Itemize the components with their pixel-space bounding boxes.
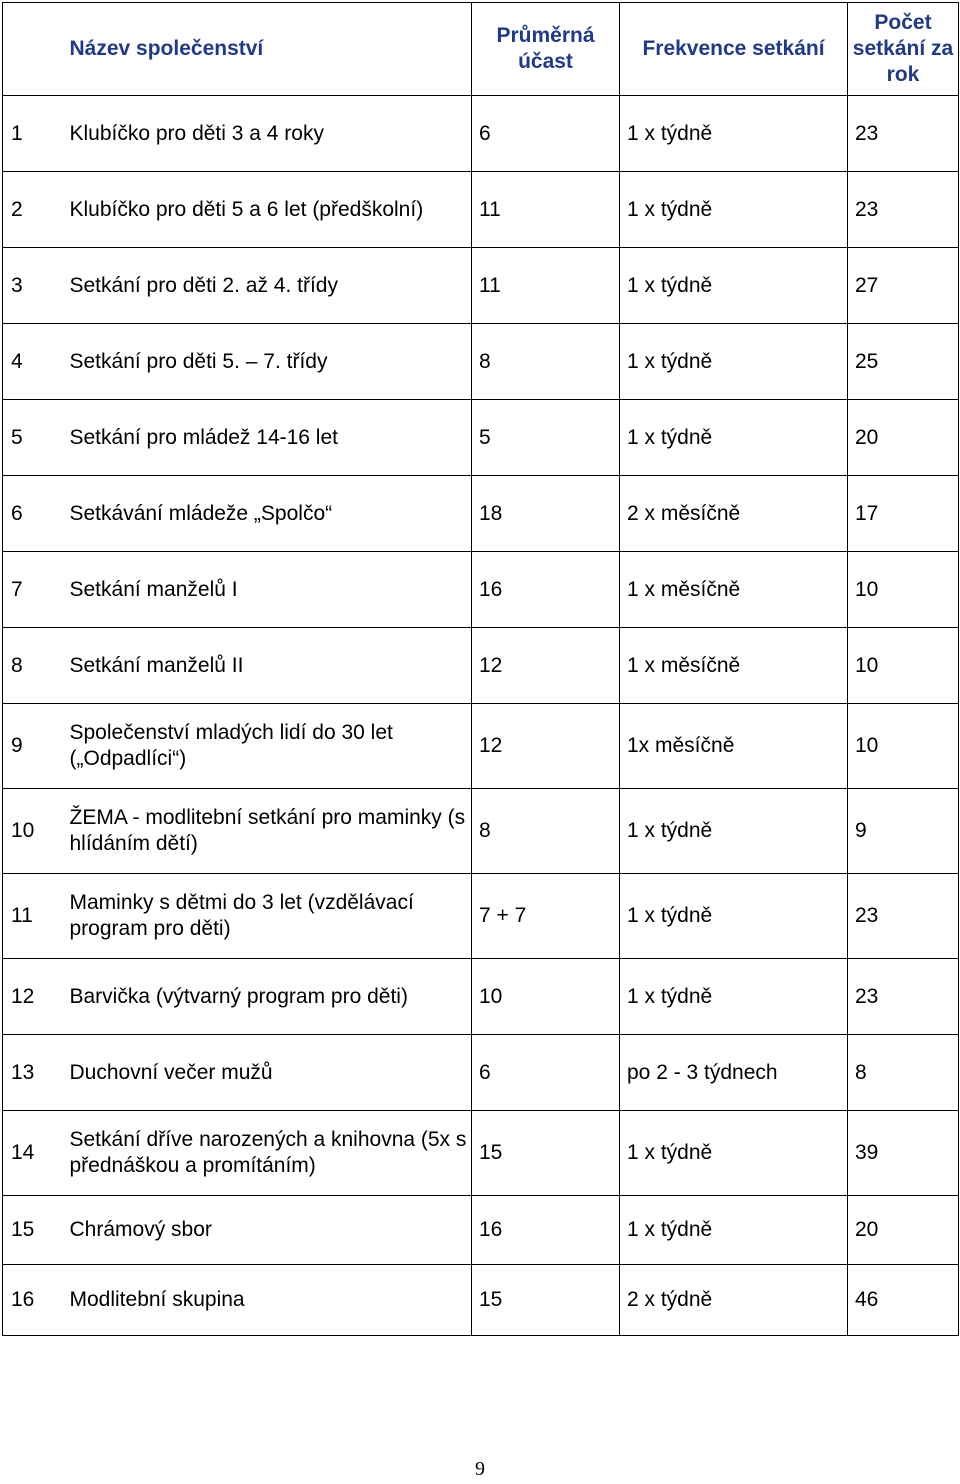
- row-name: Chrámový sbor: [63, 1196, 472, 1265]
- row-name: ŽEMA - modlitební setkání pro maminky (s hlídáním dětí): [63, 789, 472, 874]
- page-number: 9: [475, 1458, 485, 1480]
- row-attendance: 16: [472, 1196, 620, 1265]
- header-frequency: Frekvence setkání: [620, 3, 848, 96]
- row-attendance: 11: [472, 172, 620, 248]
- activities-table: [2, 2, 959, 1336]
- row-number: 4: [3, 324, 63, 400]
- row-number: 9: [3, 704, 63, 789]
- row-frequency: 1 x týdně: [620, 400, 848, 476]
- row-count: 9: [848, 789, 959, 874]
- row-number: 15: [3, 1196, 63, 1265]
- row-number: 5: [3, 400, 63, 476]
- table-row: [3, 704, 959, 789]
- row-number: 14: [3, 1111, 63, 1196]
- header-count: Počet setkání za rok: [848, 3, 959, 96]
- row-number: 16: [3, 1265, 63, 1336]
- row-frequency: 1 x týdně: [620, 248, 848, 324]
- row-count: 23: [848, 959, 959, 1035]
- row-attendance: 12: [472, 628, 620, 704]
- row-attendance: 8: [472, 324, 620, 400]
- row-count: 27: [848, 248, 959, 324]
- row-name: Setkání pro děti 2. až 4. třídy: [63, 248, 472, 324]
- row-frequency: 1 x týdně: [620, 959, 848, 1035]
- table-row: [3, 874, 959, 959]
- header-attendance: Průměrná účast: [472, 3, 620, 96]
- table-row: [3, 628, 959, 704]
- row-name: Duchovní večer mužů: [63, 1035, 472, 1111]
- row-frequency: 1 x měsíčně: [620, 628, 848, 704]
- row-count: 23: [848, 874, 959, 959]
- row-number: 2: [3, 172, 63, 248]
- row-number: 7: [3, 552, 63, 628]
- table-row: [3, 476, 959, 552]
- table-row: [3, 1035, 959, 1111]
- row-frequency: 2 x měsíčně: [620, 476, 848, 552]
- row-name: Setkání manželů II: [63, 628, 472, 704]
- row-attendance: 6: [472, 1035, 620, 1111]
- row-count: 10: [848, 704, 959, 789]
- table-row: [3, 1265, 959, 1336]
- row-count: 10: [848, 552, 959, 628]
- row-count: 8: [848, 1035, 959, 1111]
- header-number: [3, 3, 63, 96]
- row-attendance: 11: [472, 248, 620, 324]
- row-count: 20: [848, 400, 959, 476]
- row-count: 46: [848, 1265, 959, 1336]
- row-attendance: 8: [472, 789, 620, 874]
- row-frequency: 1 x týdně: [620, 324, 848, 400]
- table-row: [3, 1111, 959, 1196]
- table-row: [3, 324, 959, 400]
- row-name: Maminky s dětmi do 3 let (vzdělávací program pro děti): [63, 874, 472, 959]
- row-number: 12: [3, 959, 63, 1035]
- row-attendance: 16: [472, 552, 620, 628]
- row-frequency: 1 x týdně: [620, 789, 848, 874]
- header-name: Název společenství: [63, 3, 472, 96]
- row-number: 6: [3, 476, 63, 552]
- row-attendance: 7 + 7: [472, 874, 620, 959]
- table-row: [3, 172, 959, 248]
- table-row: [3, 400, 959, 476]
- row-number: 10: [3, 789, 63, 874]
- row-frequency: 1 x týdně: [620, 172, 848, 248]
- row-name: Klubíčko pro děti 5 a 6 let (předškolní): [63, 172, 472, 248]
- row-count: 39: [848, 1111, 959, 1196]
- row-name: Setkání dříve narozených a knihovna (5x s přednáškou a promítáním): [63, 1111, 472, 1196]
- row-count: 23: [848, 172, 959, 248]
- row-frequency: 2 x týdně: [620, 1265, 848, 1336]
- row-attendance: 15: [472, 1111, 620, 1196]
- row-frequency: 1 x týdně: [620, 874, 848, 959]
- row-name: Klubíčko pro děti 3 a 4 roky: [63, 96, 472, 172]
- row-frequency: 1 x týdně: [620, 1196, 848, 1265]
- row-number: 3: [3, 248, 63, 324]
- table-row: [3, 96, 959, 172]
- row-frequency: po 2 - 3 týdnech: [620, 1035, 848, 1111]
- row-number: 8: [3, 628, 63, 704]
- row-count: 20: [848, 1196, 959, 1265]
- row-attendance: 6: [472, 96, 620, 172]
- row-number: 1: [3, 96, 63, 172]
- row-frequency: 1 x týdně: [620, 1111, 848, 1196]
- table-row: [3, 959, 959, 1035]
- row-number: 11: [3, 874, 63, 959]
- row-attendance: 18: [472, 476, 620, 552]
- row-name: Barvička (výtvarný program pro děti): [63, 959, 472, 1035]
- row-name: Modlitební skupina: [63, 1265, 472, 1336]
- table-row: [3, 789, 959, 874]
- row-attendance: 5: [472, 400, 620, 476]
- row-name: Společenství mladých lidí do 30 let („Odpadlíci“): [63, 704, 472, 789]
- row-frequency: 1 x měsíčně: [620, 552, 848, 628]
- row-frequency: 1x měsíčně: [620, 704, 848, 789]
- row-count: 23: [848, 96, 959, 172]
- row-attendance: 10: [472, 959, 620, 1035]
- row-count: 10: [848, 628, 959, 704]
- row-attendance: 12: [472, 704, 620, 789]
- table-row: [3, 248, 959, 324]
- row-count: 17: [848, 476, 959, 552]
- row-number: 13: [3, 1035, 63, 1111]
- table-row: [3, 1196, 959, 1265]
- row-attendance: 15: [472, 1265, 620, 1336]
- row-name: Setkání manželů I: [63, 552, 472, 628]
- table-row: [3, 552, 959, 628]
- row-count: 25: [848, 324, 959, 400]
- row-name: Setkání pro mládež 14-16 let: [63, 400, 472, 476]
- row-name: Setkání pro děti 5. – 7. třídy: [63, 324, 472, 400]
- row-frequency: 1 x týdně: [620, 96, 848, 172]
- row-name: Setkávání mládeže „Spolčo“: [63, 476, 472, 552]
- header-row: [3, 3, 959, 96]
